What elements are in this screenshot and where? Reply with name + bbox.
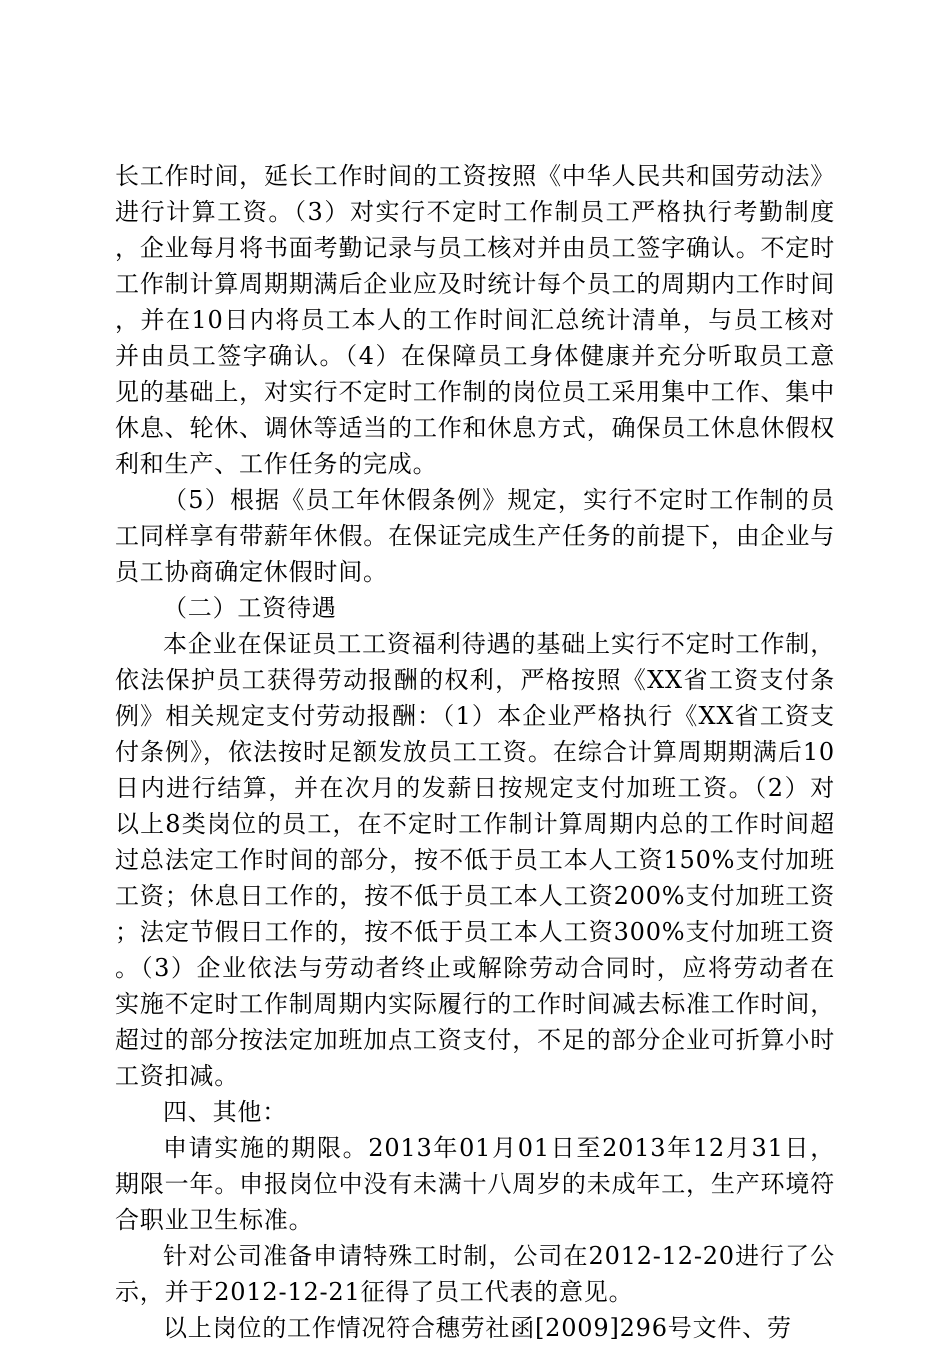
- paragraph-working-hours-continued: 长工作时间，延长工作时间的工资按照《中华人民共和国劳动法》进行计算工资。（3）对实行不定时工作制员工严格执行考勤制度，企业每月将书面考勤记录与员工核对并由员工签字确认。不定时工作制计算周期期满后企业应及时统计每个员工的周期内工作时间，并在10日内将员工本人的工作时间汇总统计清单，与员工核对并由员工签字确认。（4）在保障员工身体健康并充分听取员工意见的基础上，对实行不定时工作制的岗位员工采用集中工作、集中休息、轮休、调休等适当的工作和休息方式，确保员工休息休假权利和生产、工作任务的完成。: [115, 162, 835, 478]
- section-heading-other: 四、其他：: [163, 1098, 287, 1126]
- paragraph-compliance: 以上岗位的工作情况符合穗劳社函[2009]296号文件、劳: [163, 1314, 792, 1342]
- paragraph-wage-treatment: 本企业在保证员工工资福利待遇的基础上实行不定时工作制，依法保护员工获得劳动报酬的权利，严格按照《XX省工资支付条例》相关规定支付劳动报酬：（1）本企业严格执行《XX省工资支付条例》，依法按时足额发放员工工资。在综合计算周期期满后10日内进行结算，并在次月的发薪日按规定支付加班工资。（2）对以上8类岗位的员工，在不定时工作制计算周期内总的工作时间超过总法定工作时间的部分，按不低于员工本人工资150%支付加班工资；休息日工作的，按不低于员工本人工资200%支付加班工资；法定节假日工作的，按不低于员工本人工资300%支付加班工资。（3）企业依法与劳动者终止或解除劳动合同时，应将劳动者在实施不定时工作制周期内实际履行的工作时间减去标准工作时间，超过的部分按法定加班加点工资支付，不足的部分企业可折算小时工资扣减。: [115, 630, 835, 1090]
- paragraph-public-notice: 针对公司准备申请特殊工时制，公司在2012-12-20进行了公示，并于2012-12-21征得了员工代表的意见。: [115, 1242, 835, 1306]
- paragraph-annual-leave: （5）根据《员工年休假条例》规定，实行不定时工作制的员工同样享有带薪年休假。在保证完成生产任务的前提下，由企业与员工协商确定休假时间。: [115, 486, 835, 586]
- document-body: [115, 158, 835, 1346]
- section-heading-wages: （二）工资待遇: [163, 594, 337, 622]
- paragraph-application-period: 申请实施的期限。2013年01月01日至2013年12月31日，期限一年。申报岗位中没有未满十八周岁的未成年工，生产环境符合职业卫生标准。: [115, 1134, 835, 1234]
